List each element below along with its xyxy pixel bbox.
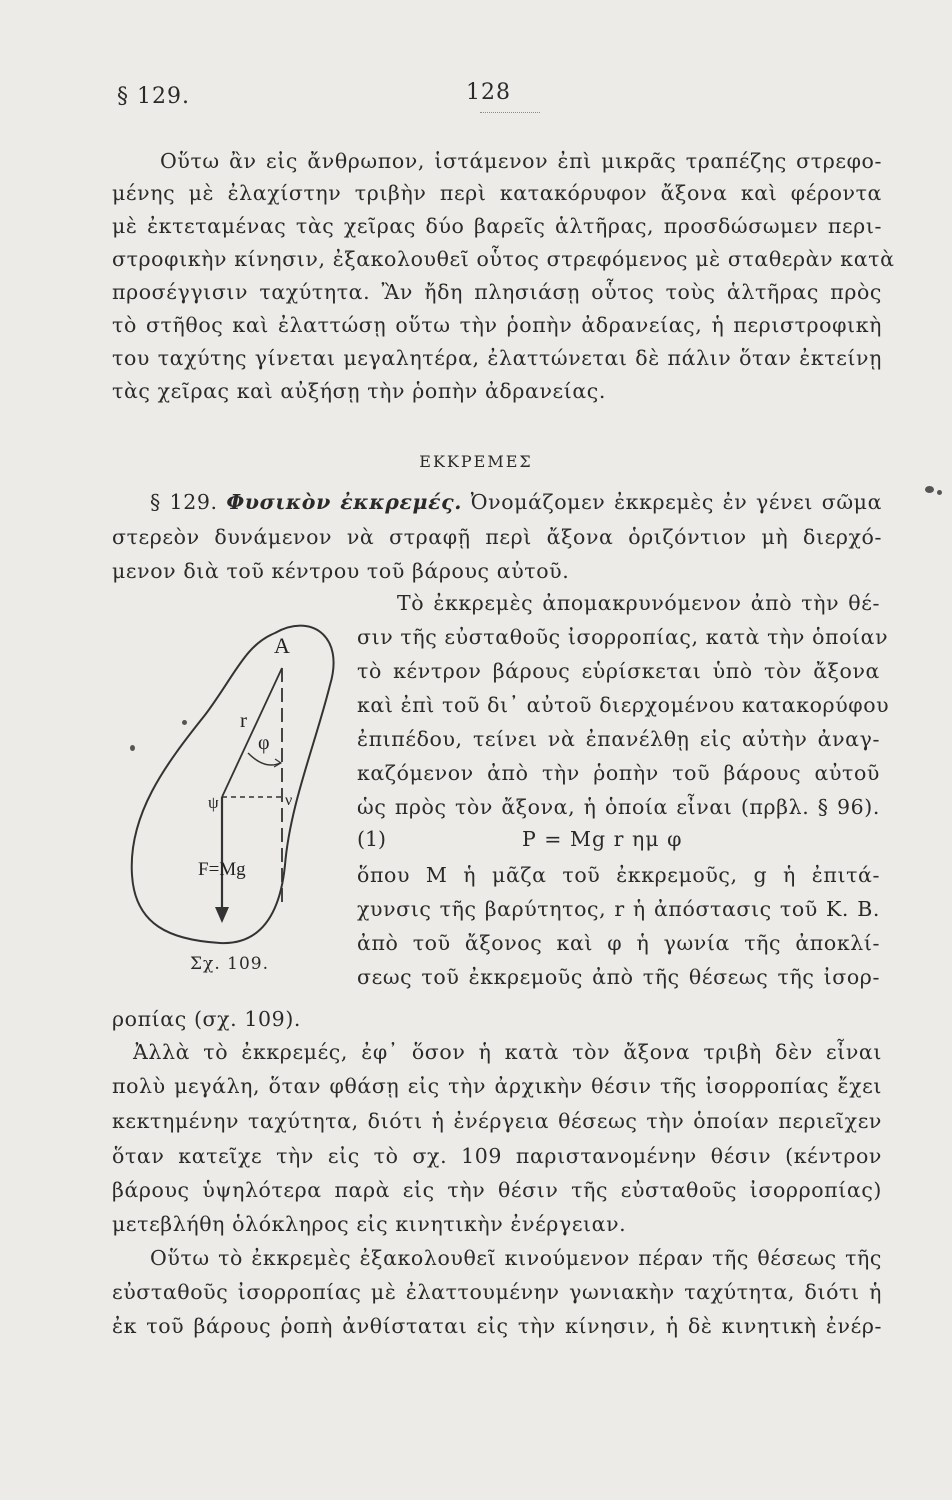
pendulum-figure (110, 605, 340, 950)
text-line: προσέγγισιν ταχύτητα. Ἂν ἤδη πλησιάσῃ οὗτος τοὺς ἁλτῆρας πρὸς (112, 280, 882, 304)
section-line-rest: Ὀνομάζομεν ἐκκρεμὲς ἐν γένει σῶμα (470, 490, 883, 514)
running-section-number: § 129. (117, 84, 190, 109)
radius-line (222, 668, 282, 797)
page-number: 128 (466, 80, 511, 105)
text-line: καζόμενον ἀπὸ τὴν ῥοπὴν τοῦ βάρους αὐτοῦ (357, 761, 880, 785)
text-line: ἐκ τοῦ βάρους ῥοπὴ ἀνθίσταται εἰς τὴν κίνησιν, ἡ δὲ κινητικὴ ἐνέρ- (112, 1314, 882, 1338)
text-line: μένης μὲ ἐλαχίστην τριβὴν περὶ κατακόρυφον ἄξονα καὶ φέροντα (112, 181, 882, 205)
text-line: μετεβλήθη ὁλόκληρος εἰς κινητικὴν ἐνέργειαν. (112, 1212, 627, 1236)
label-angle-phi: φ (258, 732, 270, 754)
text-line: Τὸ ἐκκρεμὲς ἀπομακρυνόμενον ἀπὸ τὴν θέ- (397, 591, 880, 615)
ink-spot (925, 486, 934, 493)
text-line: ὅπου M ἡ μᾶζα τοῦ ἐκκρεμοῦς, g ἡ ἐπιτά- (357, 863, 880, 887)
section-number: § 129. (150, 490, 218, 514)
label-radius: r (240, 708, 247, 732)
ink-spot (130, 745, 135, 751)
text-line: χυνσις τῆς βαρύτητος, r ἡ ἀπόστασις τοῦ K. B. (357, 897, 880, 921)
text-line: ὡς πρὸς τὸν ἄξονα, ἡ ὁποία εἶναι (πρβλ. § 96). (357, 795, 880, 819)
label-axis-point: A (274, 633, 290, 658)
label-nu: ν (285, 792, 293, 809)
text-line: καὶ ἐπὶ τοῦ δι᾽ αὐτοῦ διερχομένου κατακορύφου (357, 693, 890, 717)
ink-spot (937, 490, 942, 495)
label-psi: ψ (208, 793, 219, 812)
text-line: ἐπιπέδου, τείνει νὰ ἐπανέλθῃ εἰς αὐτὴν ἀναγ- (357, 727, 880, 751)
text-line: ροπίας (σχ. 109). (112, 1007, 302, 1031)
figure-caption: Σχ. 109. (190, 954, 269, 974)
text-line: στροφικὴν κίνησιν, ἐξακολουθεῖ οὗτος στρεφόμενος μὲ σταθερὰν κατὰ (112, 247, 895, 271)
text-line: τὸ κέντρον βάρους εὑρίσκεται ὑπὸ τὸν ἄξονα (357, 659, 880, 683)
text-line: εὐσταθοῦς ἰσορροπίας μὲ ἐλαττουμένην γωνιακὴν ταχύτητα, διότι ἡ (112, 1280, 882, 1304)
section-129-first-line (150, 487, 882, 517)
text-line: τὸ στῆθος καὶ ἐλαττώσῃ οὕτω τὴν ῥοπὴν ἀδρανείας, ἡ περιστροφικὴ (112, 313, 882, 337)
formula-number: (1) (357, 827, 387, 851)
text-line: βάρους ὑψηλότερα παρὰ εἰς τὴν θέσιν τῆς εὐσταθοῦς ἰσορροπίας) (112, 1178, 882, 1202)
text-line: σιν τῆς εὐσταθοῦς ἰσορροπίας, κατὰ τὴν ὁποίαν (357, 625, 889, 649)
text-line: μὲ ἐκτεταμένας τὰς χεῖρας δύο βαρεῖς ἁλτῆρας, προσδώσωμεν περι- (112, 214, 882, 238)
text-line: ἀπὸ τοῦ ἄξονος καὶ φ ἡ γωνία τῆς ἀποκλί- (357, 931, 880, 955)
header-rule (480, 112, 540, 113)
pendulum-body-outline (132, 626, 334, 943)
section-heading: ΕΚΚΡΕΜΕΣ (419, 452, 533, 471)
label-force: F=Mg (198, 859, 246, 880)
text-line: πολὺ μεγάλη, ὅταν φθάσῃ εἰς τὴν ἀρχικὴν θέσιν τῆς ἰσορροπίας ἔχει (112, 1074, 882, 1098)
text-line: Οὕτω ἂν εἰς ἄνθρωπον, ἱστάμενον ἐπὶ μικρᾶς τραπέζης στρεφο- (160, 149, 882, 173)
weight-arrow-head (215, 907, 229, 923)
text-line: μενον διὰ τοῦ κέντρου τοῦ βάρους αὐτοῦ. (112, 559, 570, 583)
text-line: στερεὸν δυνάμενον νὰ στραφῇ περὶ ἄξονα ὁριζόντιον μὴ διερχό- (112, 525, 882, 549)
section-term: Φυσικὸν ἐκκρεμές. (226, 490, 463, 514)
angle-arc-arrow (274, 759, 281, 767)
text-line: κεκτημένην ταχύτητα, διότι ἡ ἐνέργεια θέσεως τὴν ὁποίαν περιεῖχεν (112, 1109, 882, 1133)
formula-expression: P = Mg r ημ φ (522, 827, 683, 851)
text-line: τὰς χεῖρας καὶ αὐξήσῃ τὴν ῥοπὴν ἀδρανείας. (112, 379, 607, 403)
text-line: σεως τοῦ ἐκκρεμοῦς ἀπὸ τῆς θέσεως τῆς ἰσορ- (357, 965, 880, 989)
text-line: ὅταν κατεῖχε τὴν εἰς τὸ σχ. 109 παριστανομένην θέσιν (κέντρον (112, 1144, 882, 1168)
text-line: του ταχύτης γίνεται μεγαλητέρα, ἐλαττώνεται δὲ πάλιν ὅταν ἐκτείνῃ (112, 346, 882, 370)
text-line: Ἀλλὰ τὸ ἐκκρεμές, ἐφ᾽ ὅσον ἡ κατὰ τὸν ἄξονα τριβὴ δὲν εἶναι (133, 1040, 882, 1064)
ink-spot (182, 720, 187, 725)
text-line: Οὕτω τὸ ἐκκρεμὲς ἐξακολουθεῖ κινούμενον πέραν τῆς θέσεως τῆς (150, 1246, 882, 1270)
